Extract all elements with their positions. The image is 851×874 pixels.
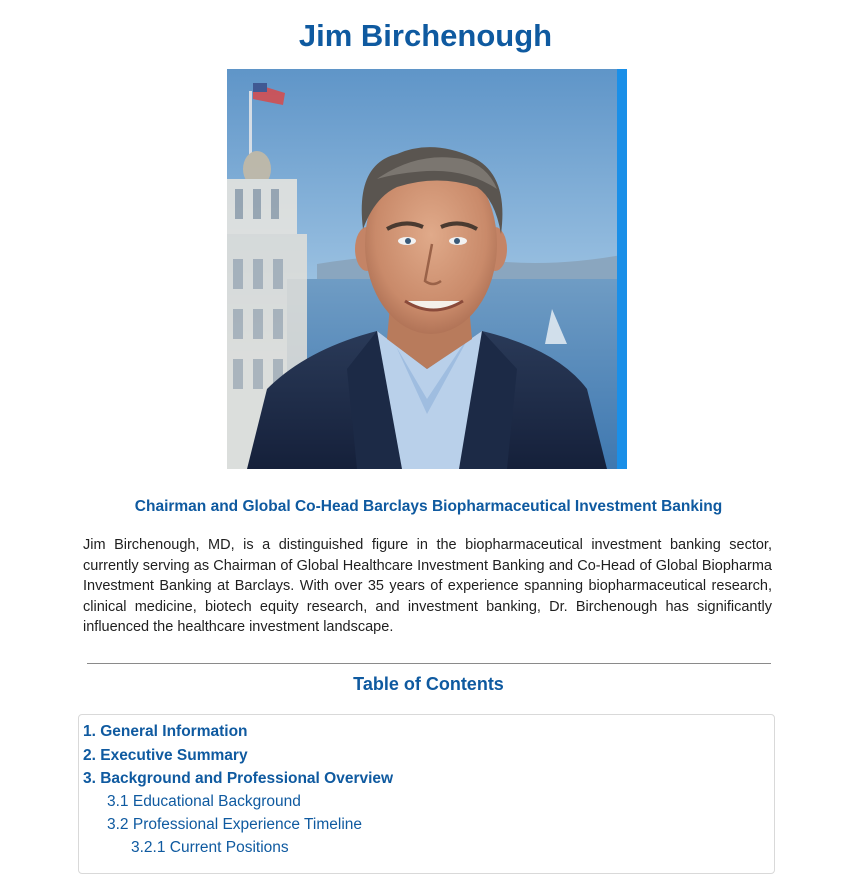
- toc-link-executive-summary[interactable]: 2. Executive Summary: [83, 747, 248, 764]
- summary-paragraph: Jim Birchenough, MD, is a distinguished figure in the biopharmaceutical investment banking sector, currently serving as Chairman of Global Healthcare Investment Banking and Co-Head of Global Biopharma Investment Banking at Barclays. With over 35 years of experience spanning biopharmaceutical research, clinical medicine, biotech equity research, and investment banking, Dr. Birchenough has significantly influenced the healthcare investment landscape.: [83, 537, 772, 635]
- profile-photo: [227, 69, 627, 469]
- toc-link-educational-background[interactable]: 3.1 Educational Background: [107, 793, 301, 810]
- section-divider: [87, 663, 771, 664]
- toc-link-background-overview[interactable]: 3. Background and Professional Overview: [83, 770, 394, 787]
- toc-link-experience-timeline[interactable]: 3.2 Professional Experience Timeline: [107, 816, 363, 833]
- toc-link-general-information[interactable]: 1. General Information: [83, 723, 248, 740]
- job-title: Chairman and Global Co-Head Barclays Biopharmaceutical Investment Banking: [134, 498, 723, 515]
- page-title: Jim Birchenough: [298, 18, 553, 53]
- table-of-contents: [78, 714, 775, 874]
- toc-heading: Table of Contents: [353, 674, 504, 694]
- toc-link-current-positions[interactable]: 3.2.1 Current Positions: [131, 839, 289, 856]
